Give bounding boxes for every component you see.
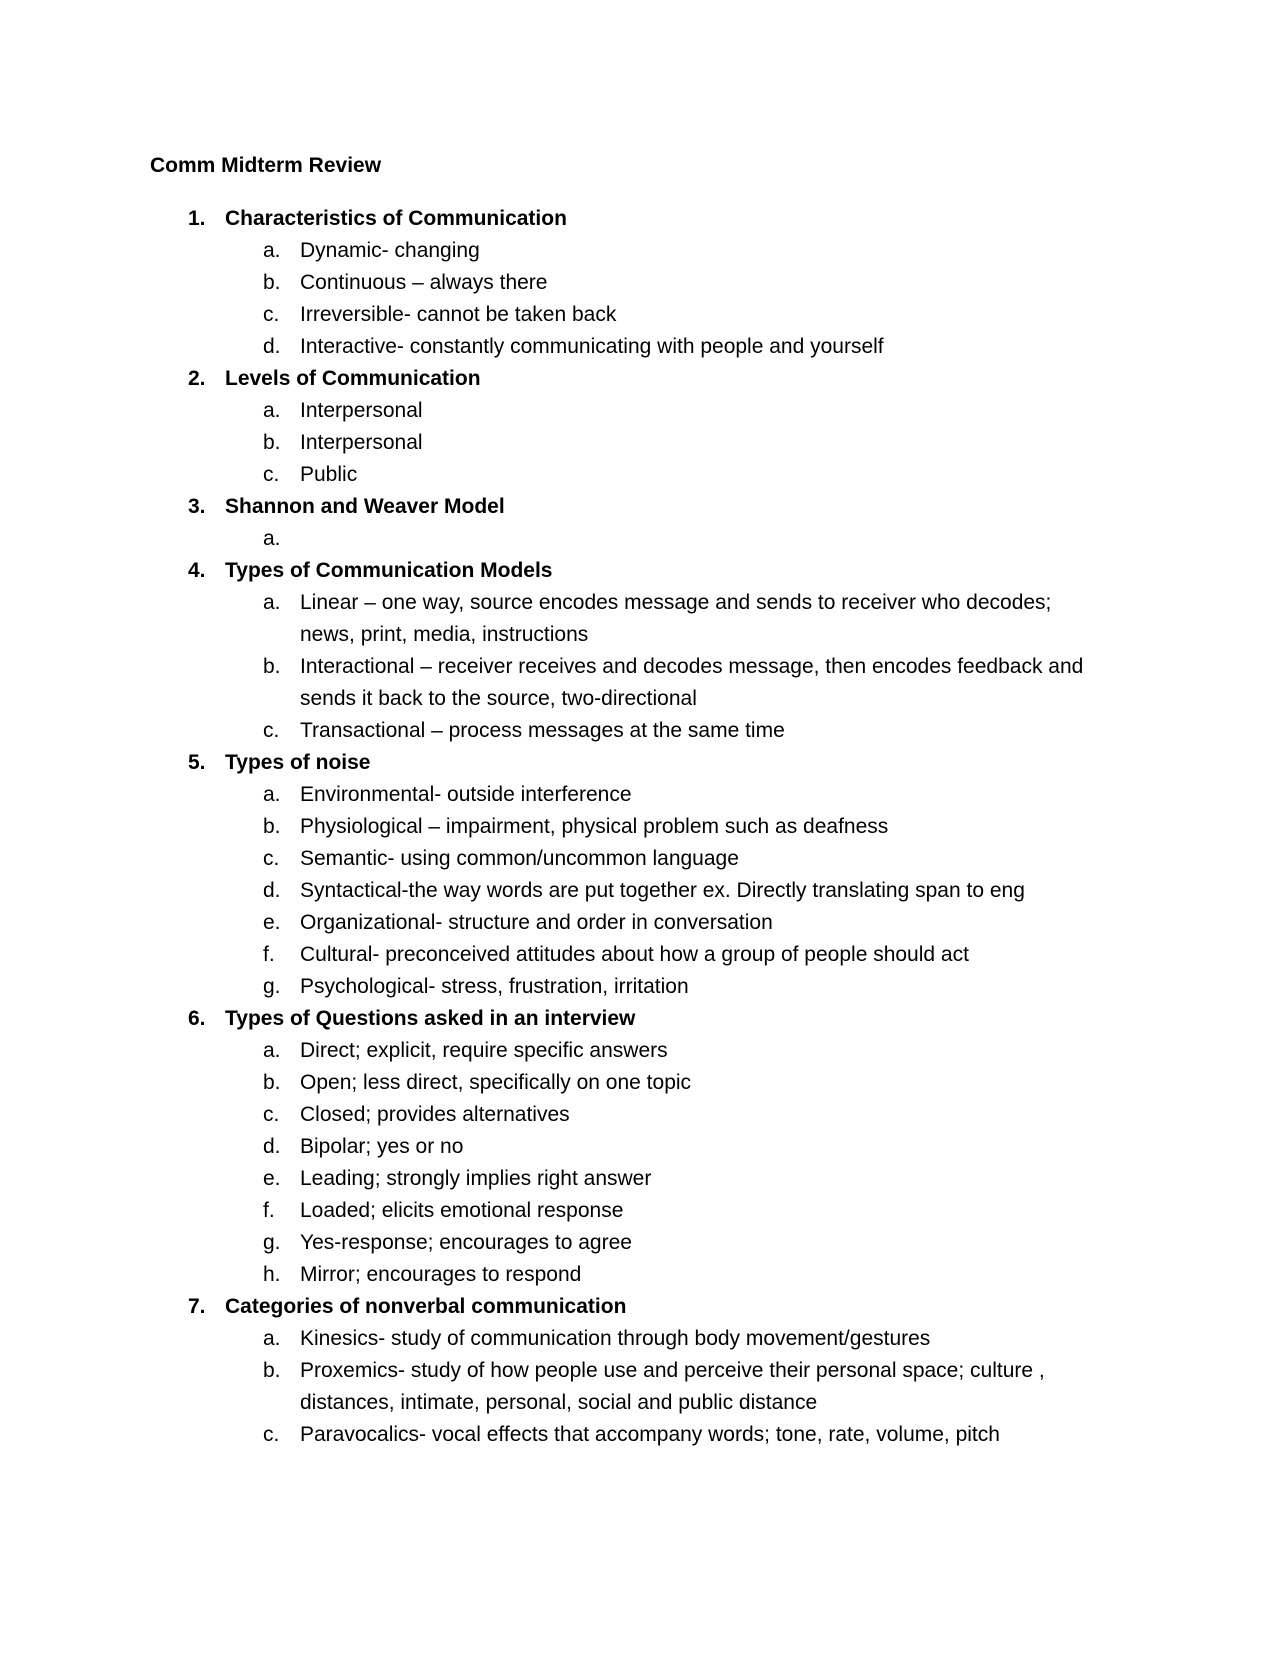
list-item-text: Yes-response; encourages to agree: [300, 1231, 632, 1254]
section-number: 2.: [188, 367, 206, 390]
list-item: [150, 971, 1130, 1003]
list-item: [150, 427, 1130, 459]
list-item-text: Public: [300, 463, 358, 486]
list-item-text: Physiological – impairment, physical problem such as deafness: [300, 815, 889, 838]
section-number: 4.: [188, 559, 206, 582]
list-item-text: Interactional – receiver receives and decodes message, then encodes feedback and sends it back to the source, two-directional: [300, 655, 1084, 710]
list-item-text: Proxemics- study of how people use and perceive their personal space; culture , distances, intimate, personal, social and public distance: [300, 1359, 1045, 1414]
list-item-letter: a.: [263, 527, 281, 550]
list-item: [150, 1323, 1130, 1355]
list-item-text: Leading; strongly implies right answer: [300, 1167, 652, 1190]
section-heading-text: Categories of nonverbal communication: [225, 1295, 627, 1318]
section-heading-text: Types of Communication Models: [225, 559, 553, 582]
list-item: [150, 1163, 1130, 1195]
list-item-letter: a.: [263, 783, 281, 806]
list-item-letter: a.: [263, 591, 281, 614]
document-body: [150, 150, 1130, 1451]
section-heading: [150, 1003, 1130, 1035]
list-item: [150, 1259, 1130, 1291]
list-item-letter: c.: [263, 303, 280, 326]
list-item: [150, 779, 1130, 811]
list-item-text: Dynamic- changing: [300, 239, 480, 262]
list-item-letter: a.: [263, 399, 281, 422]
list-item: [150, 395, 1130, 427]
list-item-letter: d.: [263, 879, 281, 902]
list-item-letter: b.: [263, 815, 281, 838]
list-item-text: Paravocalics- vocal effects that accompany words; tone, rate, volume, pitch: [300, 1423, 1000, 1446]
section-heading-text: Types of Questions asked in an interview: [225, 1007, 636, 1030]
section-number: 1.: [188, 207, 206, 230]
list-item: [150, 587, 1130, 651]
list-item-text: Open; less direct, specifically on one topic: [300, 1071, 692, 1094]
list-item-text: Loaded; elicits emotional response: [300, 1199, 624, 1222]
list-item-text: [300, 523, 1100, 555]
section-heading: [150, 1291, 1130, 1323]
list-item-letter: c.: [263, 1423, 280, 1446]
list-item-letter: a.: [263, 1327, 281, 1350]
list-item-letter: c.: [263, 1103, 280, 1126]
section-number: 5.: [188, 751, 206, 774]
list-item-letter: d.: [263, 335, 281, 358]
list-item: [150, 715, 1130, 747]
list-item-text: Direct; explicit, require specific answers: [300, 1039, 668, 1062]
list-item-letter: a.: [263, 1039, 281, 1062]
list-item-text: Transactional – process messages at the same time: [300, 719, 785, 742]
list-item: [150, 299, 1130, 331]
list-item-letter: f.: [263, 943, 275, 966]
list-item: [150, 523, 1130, 555]
list-item-letter: b.: [263, 1071, 281, 1094]
list-item: [150, 875, 1130, 907]
list-item: [150, 331, 1130, 363]
list-item-letter: g.: [263, 1231, 281, 1254]
list-item: [150, 1035, 1130, 1067]
list-item-letter: b.: [263, 271, 281, 294]
outline-section: [150, 1003, 1130, 1291]
list-item-text: Interactive- constantly communicating with people and yourself: [300, 335, 884, 358]
list-item-letter: d.: [263, 1135, 281, 1158]
list-item: [150, 235, 1130, 267]
section-number: 3.: [188, 495, 206, 518]
list-item: [150, 1195, 1130, 1227]
list-item-text: Syntactical-the way words are put together ex. Directly translating span to eng: [300, 879, 1025, 902]
section-heading-text: Types of noise: [225, 751, 371, 774]
list-item-text: Mirror; encourages to respond: [300, 1263, 582, 1286]
list-item-text: Linear – one way, source encodes message and sends to receiver who decodes; news, print, media, instructions: [300, 591, 1052, 646]
list-item-text: Bipolar; yes or no: [300, 1135, 464, 1158]
section-heading-text: Shannon and Weaver Model: [225, 495, 505, 518]
section-number: 7.: [188, 1295, 206, 1318]
list-item-text: Organizational- structure and order in conversation: [300, 911, 773, 934]
outline-section: [150, 747, 1130, 1003]
outline-section: [150, 1291, 1130, 1451]
list-item-letter: e.: [263, 1167, 281, 1190]
list-item: [150, 1419, 1130, 1451]
section-heading: [150, 491, 1130, 523]
list-item: [150, 1099, 1130, 1131]
list-item: [150, 1355, 1130, 1419]
list-item-letter: b.: [263, 655, 281, 678]
outline-section: [150, 491, 1130, 555]
outline-list: [150, 203, 1130, 1451]
list-item-letter: b.: [263, 431, 281, 454]
list-item-text: Kinesics- study of communication through body movement/gestures: [300, 1327, 931, 1350]
list-item-text: Semantic- using common/uncommon language: [300, 847, 739, 870]
list-item: [150, 459, 1130, 491]
list-item: [150, 1131, 1130, 1163]
section-heading: [150, 363, 1130, 395]
list-item-text: Interpersonal: [300, 399, 423, 422]
list-item-text: Cultural- preconceived attitudes about how a group of people should act: [300, 943, 969, 966]
list-item-text: Continuous – always there: [300, 271, 548, 294]
list-item-text: Psychological- stress, frustration, irritation: [300, 975, 689, 998]
outline-section: [150, 203, 1130, 363]
list-item-letter: g.: [263, 975, 281, 998]
list-item-letter: e.: [263, 911, 281, 934]
list-item-letter: c.: [263, 847, 280, 870]
list-item: [150, 1227, 1130, 1259]
list-item-letter: h.: [263, 1263, 281, 1286]
outline-section: [150, 555, 1130, 747]
list-item-letter: b.: [263, 1359, 281, 1382]
list-item-letter: f.: [263, 1199, 275, 1222]
list-item: [150, 907, 1130, 939]
section-heading: [150, 555, 1130, 587]
list-item: [150, 811, 1130, 843]
list-item: [150, 267, 1130, 299]
list-item-letter: a.: [263, 239, 281, 262]
list-item: [150, 1067, 1130, 1099]
list-item: [150, 843, 1130, 875]
section-heading-text: Levels of Communication: [225, 367, 481, 390]
list-item-text: Irreversible- cannot be taken back: [300, 303, 617, 326]
list-item-text: Environmental- outside interference: [300, 783, 632, 806]
section-heading: [150, 203, 1130, 235]
list-item-letter: c.: [263, 719, 280, 742]
list-item-text: Interpersonal: [300, 431, 423, 454]
section-number: 6.: [188, 1007, 206, 1030]
outline-section: [150, 363, 1130, 491]
section-heading-text: Characteristics of Communication: [225, 207, 567, 230]
list-item: [150, 939, 1130, 971]
section-heading: [150, 747, 1130, 779]
list-item: [150, 651, 1130, 715]
list-item-text: Closed; provides alternatives: [300, 1103, 570, 1126]
document-title: Comm Midterm Review: [150, 154, 382, 177]
list-item-letter: c.: [263, 463, 280, 486]
